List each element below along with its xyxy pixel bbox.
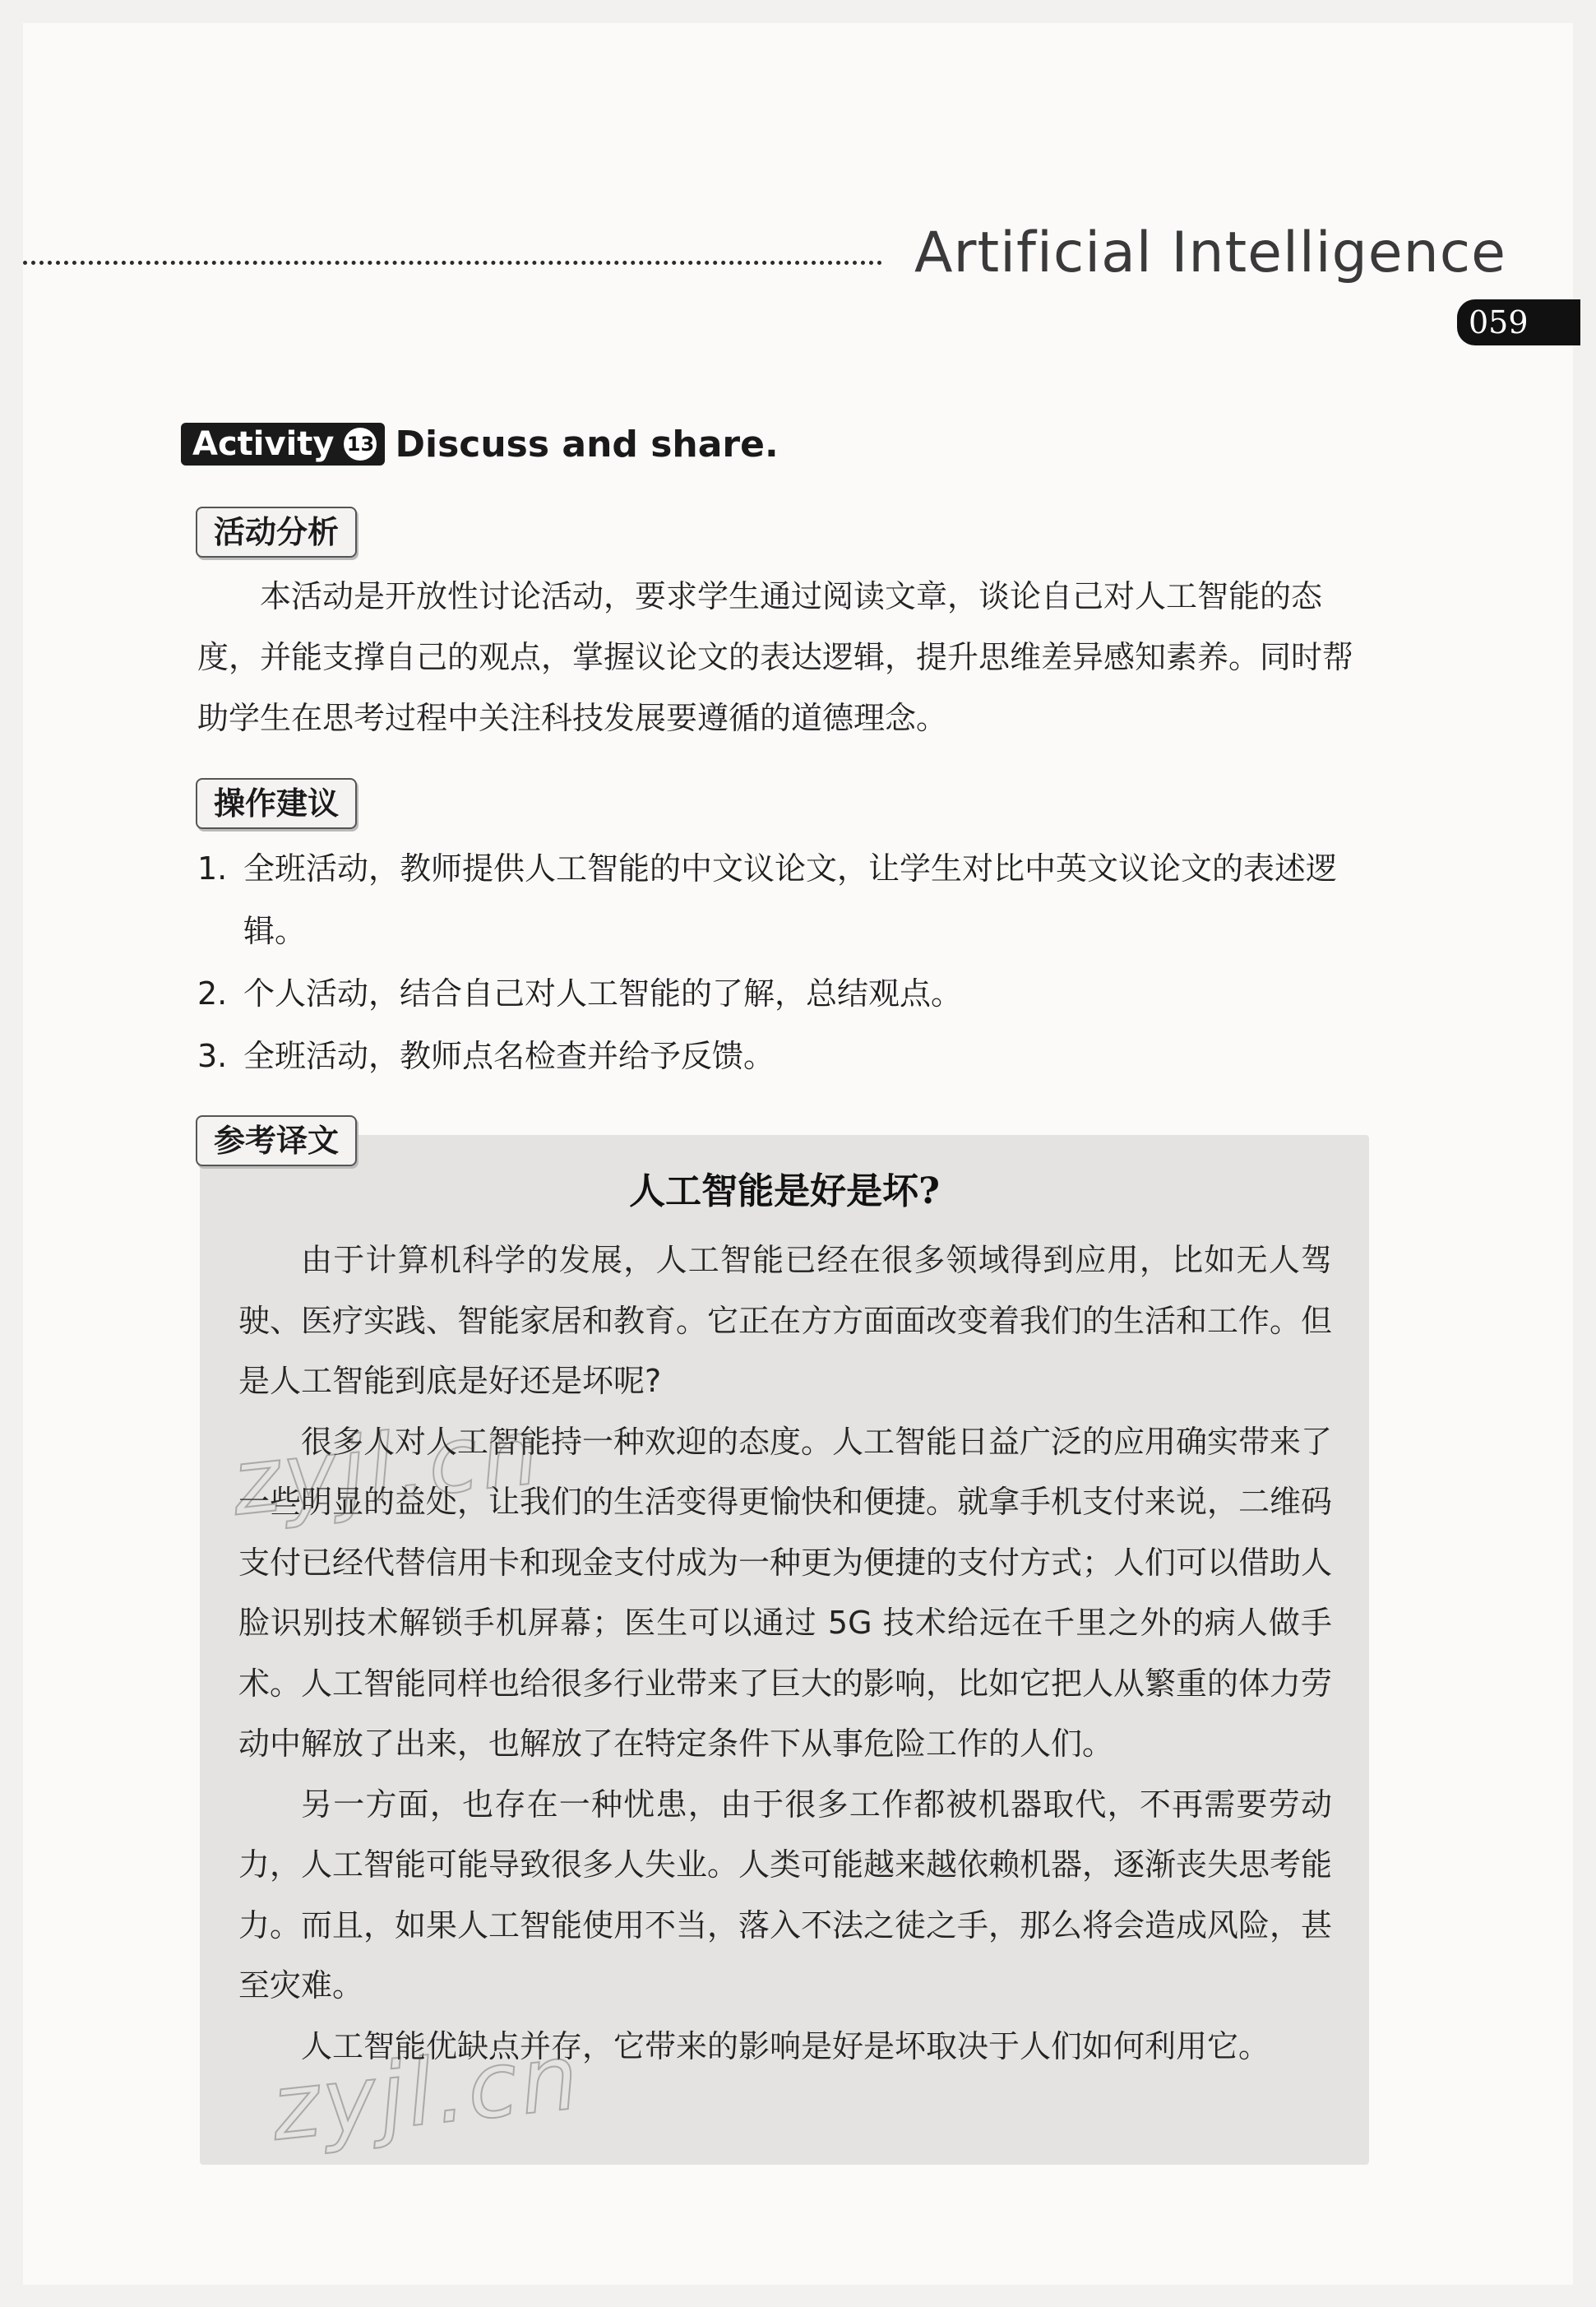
page-header-title: Artificial Intelligence: [914, 220, 1506, 285]
analysis-label: 活动分析: [196, 507, 357, 558]
suggestion-number: 1.: [197, 850, 228, 887]
activity-badge-label: Activity: [192, 425, 335, 463]
analysis-paragraph: [197, 566, 1381, 748]
analysis-text: 本活动是开放性讨论活动，要求学生通过阅读文章，谈论自己对人工智能的态度，并能支撑自己的观点，掌握议论文的表达逻辑，提升思维差异感知素养。同时帮助学生在思考过程中关注科技发展要遵循的道德理念。: [197, 578, 1354, 736]
suggestions-list: [197, 837, 1381, 1087]
translation-paragraph: 人工智能优缺点并存，它带来的影响是好是坏取决于人们如何利用它。: [301, 2027, 1270, 2064]
translation-body: [238, 1230, 1332, 2077]
suggestion-text: 全班活动，教师点名检查并给予反馈。: [243, 1038, 775, 1074]
watermark: zyjl.cn: [227, 1398, 547, 1536]
suggestion-text: 全班活动，教师提供人工智能的中文议论文，让学生对比中英文议论文的表述逻辑。: [243, 850, 1338, 949]
activity-number: 13: [344, 428, 377, 461]
suggestions-label: 操作建议: [196, 778, 357, 829]
suggestion-item: [197, 837, 1381, 962]
activity-instruction: Discuss and share.: [395, 423, 779, 466]
translation-paragraph: 另一方面，也存在一种忧患，由于很多工作都被机器取代，不再需要劳动力，人工智能可能导致很多人失业。人类可能越来越依赖机器，逐渐丧失思考能力。而且，如果人工智能使用不当，落入不法之徒之手，那么将会造成风险，甚至灾难。: [238, 1786, 1333, 2004]
translation-title: 人工智能是好是坏?: [629, 1170, 940, 1212]
suggestion-item: [197, 1025, 1381, 1087]
watermark: zyjl.cn: [266, 2023, 586, 2161]
translation-paragraph: 由于计算机科学的发展，人工智能已经在很多领域得到应用，比如无人驾驶、医疗实践、智能家居和教育。它正在方方面面改变着我们的生活和工作。但是人工智能到底是好还是坏呢?: [238, 1242, 1333, 1399]
suggestion-text: 个人活动，结合自己对人工智能的了解，总结观点。: [243, 975, 963, 1012]
header-dotted-rule: [23, 261, 882, 265]
activity-heading: [181, 421, 779, 467]
suggestion-number: 3.: [197, 1038, 228, 1074]
suggestion-item: [197, 962, 1381, 1025]
translation-label: 参考译文: [196, 1115, 357, 1166]
suggestion-number: 2.: [197, 975, 228, 1012]
activity-badge: [181, 423, 385, 466]
translation-paragraph: 很多人对人工智能持一种欢迎的态度。人工智能日益广泛的应用确实带来了一些明显的益处，让我们的生活变得更愉快和便捷。就拿手机支付来说，二维码支付已经代替信用卡和现金支付成为一种更为便捷的支付方式；人们可以借助人脸识别技术解锁手机屏幕；医生可以通过 5G 技术给远在千里之外的病人做手术。人工智能同样也给很多行业带来了巨大的影响，比如它把人从繁重的体力劳动中解放了出来，也解放了在特定条件下从事危险工作的人们。: [238, 1423, 1333, 1762]
page-number: 059: [1457, 299, 1580, 345]
